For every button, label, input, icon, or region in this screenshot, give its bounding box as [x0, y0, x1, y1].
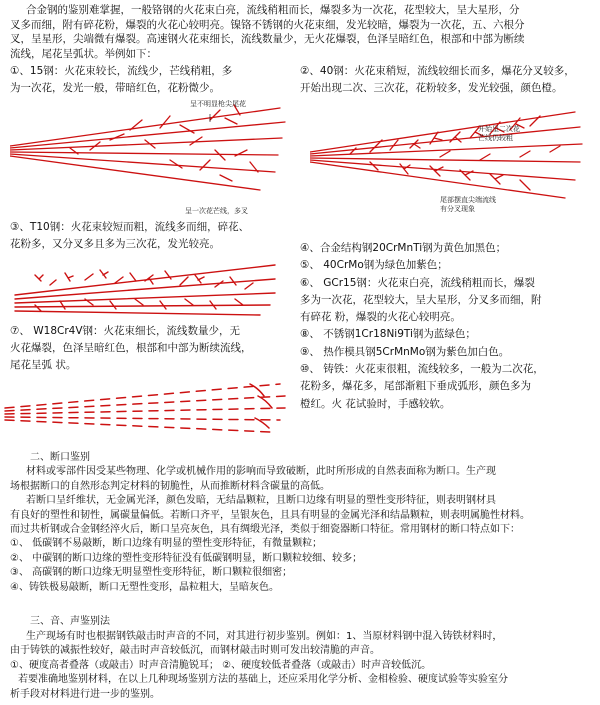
intro-line: 流线，尾花呈弧状。举例如下：: [10, 47, 157, 60]
spark-t10-steel-image: [5, 255, 285, 320]
right-steel-list: [300, 240, 544, 413]
list-item: ⑧、 不锈钢1Cr18Ni9Ti钢为蓝绿色；: [300, 328, 476, 341]
section-title: 二、断口鉴别: [30, 452, 90, 463]
spark-w18cr4v-steel-text: ⑦、 W18Cr4V钢：火花束细长，流线数量少，无 火花爆裂，色泽呈暗红色，根部和中部为断续流线， 尾花呈弧 状。: [10, 325, 252, 371]
list-item: ④、合金结构钢20CrMnTi钢为黄色加黑色；: [300, 242, 507, 254]
section-sound: 三、音、声鉴别法 生产现场有时也根据钢铁敲击时声音的不同，对其进行初步鉴别。例如：1、当原材料钢中混入铸铁材料时， 由于铸铁的减振性较好，敲击时声音较低沉，而钢材敲击时则可发出较清脆的声音。 ①、硬度高者叠落（或敲击）时声音清脆锐耳； ②、硬度较低者叠落（或敲击）时声音较低沉。 若要准确地鉴别材料，在以上几种现场鉴别方法的基础上，还应采用化学分析、金相检验、硬度试验等实验室分 析手段对材料进行进一步的鉴别。: [10, 616, 508, 700]
spark-w18cr4v-steel-image: [0, 378, 290, 438]
spark-15-caption-bottom: 呈一次花芒线，多叉: [185, 207, 248, 215]
spark-40-steel-text: ②、40钢：火花束稍短，流线较细长而多，爆花分叉较多， 开始出现二次、三次花，花粉较多，发光较强，颜色橙。: [300, 65, 575, 94]
spark-15-steel-image: [10, 100, 290, 205]
list-item: ⑨、 热作模具钢5CrMnMo钢为紫色加白色。: [300, 345, 510, 358]
section-title: 三、音、声鉴别法: [30, 616, 110, 627]
list-item: 多为一次花，花型较大，呈大星形，分叉多而细，附: [300, 293, 542, 306]
list-item: 有碎花 粉，爆裂的火花心较明亮。: [300, 311, 461, 324]
spark-40-caption-bottom-1: 尾部摆直尖端流线: [440, 196, 496, 204]
spark-40-caption-bottom-2: 有分叉现象: [440, 205, 475, 213]
intro-line: 叉多而细，附有碎花粉，爆裂的火花心较明亮。镍铬不锈钢的火花束细，发光较暗，爆裂为一次花，五、六根分: [10, 18, 525, 31]
list-item: 花粉多，爆花多，尾部渐粗下垂成弧形，颜色多为: [300, 380, 531, 393]
list-item: ⑩、 铸铁：火花束很粗，流线较多，一般为二次花，: [300, 363, 544, 376]
spark-40-caption-top-2: 芒线仍较粗: [478, 134, 513, 142]
spark-15-caption-top: 呈不明显枪尖尾花: [190, 100, 246, 108]
intro-paragraph: [10, 3, 525, 61]
intro-line: 合金钢的鉴别难掌握，一般铬钢的火花束白亮，流线稍粗而长，爆裂多为一次花，花型较大，呈大星形，分: [26, 4, 520, 16]
spark-t10-steel-text: ③、T10钢：火花束较短而粗，流线多而细，碎花、 花粉多，又分叉多且多为三次花，发光较亮。: [10, 221, 250, 250]
spark-15-steel-text: ①、15钢：火花束较长，流线少，芒线稍粗，多 为一次花，发光一般，带暗红色，花粉微少。: [10, 65, 233, 94]
section-fracture: 二、断口鉴别 材料或零部件因受某些物理、化学或机械作用的影响而导致破断，此时所形成的自然表面称为断口。生产现 场根据断口的自然形态判定材料的韧脆性，从而推断材料含碳量的高低。 若断口呈纤维状，无金属光泽，颜色发暗，无结晶颗粒，且断口边缘有明显的塑性变形特征，则表明钢材具 有良好的塑性和韧性，属碳量偏低。若断口齐平，呈银灰色，且具有明显的金属光泽和结晶颗粒，则表明属脆性材料。 而过共析钢或合金钢经淬火后，断口呈亮灰色，具有绸缎光泽，类似于细瓷器断口特征。常用钢材的断口特点如下： ①、 低碳钢不易敲断，断口边缘有明显的塑性变形特征，有微量颗粒； ②、 中碳钢的断口边缘的塑性变形特征没有低碳钢明显，断口颗粒较细、较多； ③、 高碳钢的断口边缘无明显塑性变形特征，断口颗粒很细密； ④、铸铁极易敲断，断口无塑性变形，晶粒粗大，呈暗灰色。: [10, 452, 530, 593]
spark-40-caption-top-1: 开始呈二次花: [478, 125, 520, 133]
list-item: ⑥、 GCr15钢：火花束白亮，流线稍粗而长，爆裂: [300, 276, 535, 289]
list-item: ⑤、 40CrMo钢为绿色加紫色；: [300, 259, 448, 272]
intro-line: 叉，呈星形，尖端微有爆裂。高速钢火花束细长，流线数量少，无火花爆裂，色泽呈暗红色，根部和中部为断续: [10, 33, 525, 46]
list-item: 橙红。火 花试验时，手感较软。: [300, 397, 451, 410]
